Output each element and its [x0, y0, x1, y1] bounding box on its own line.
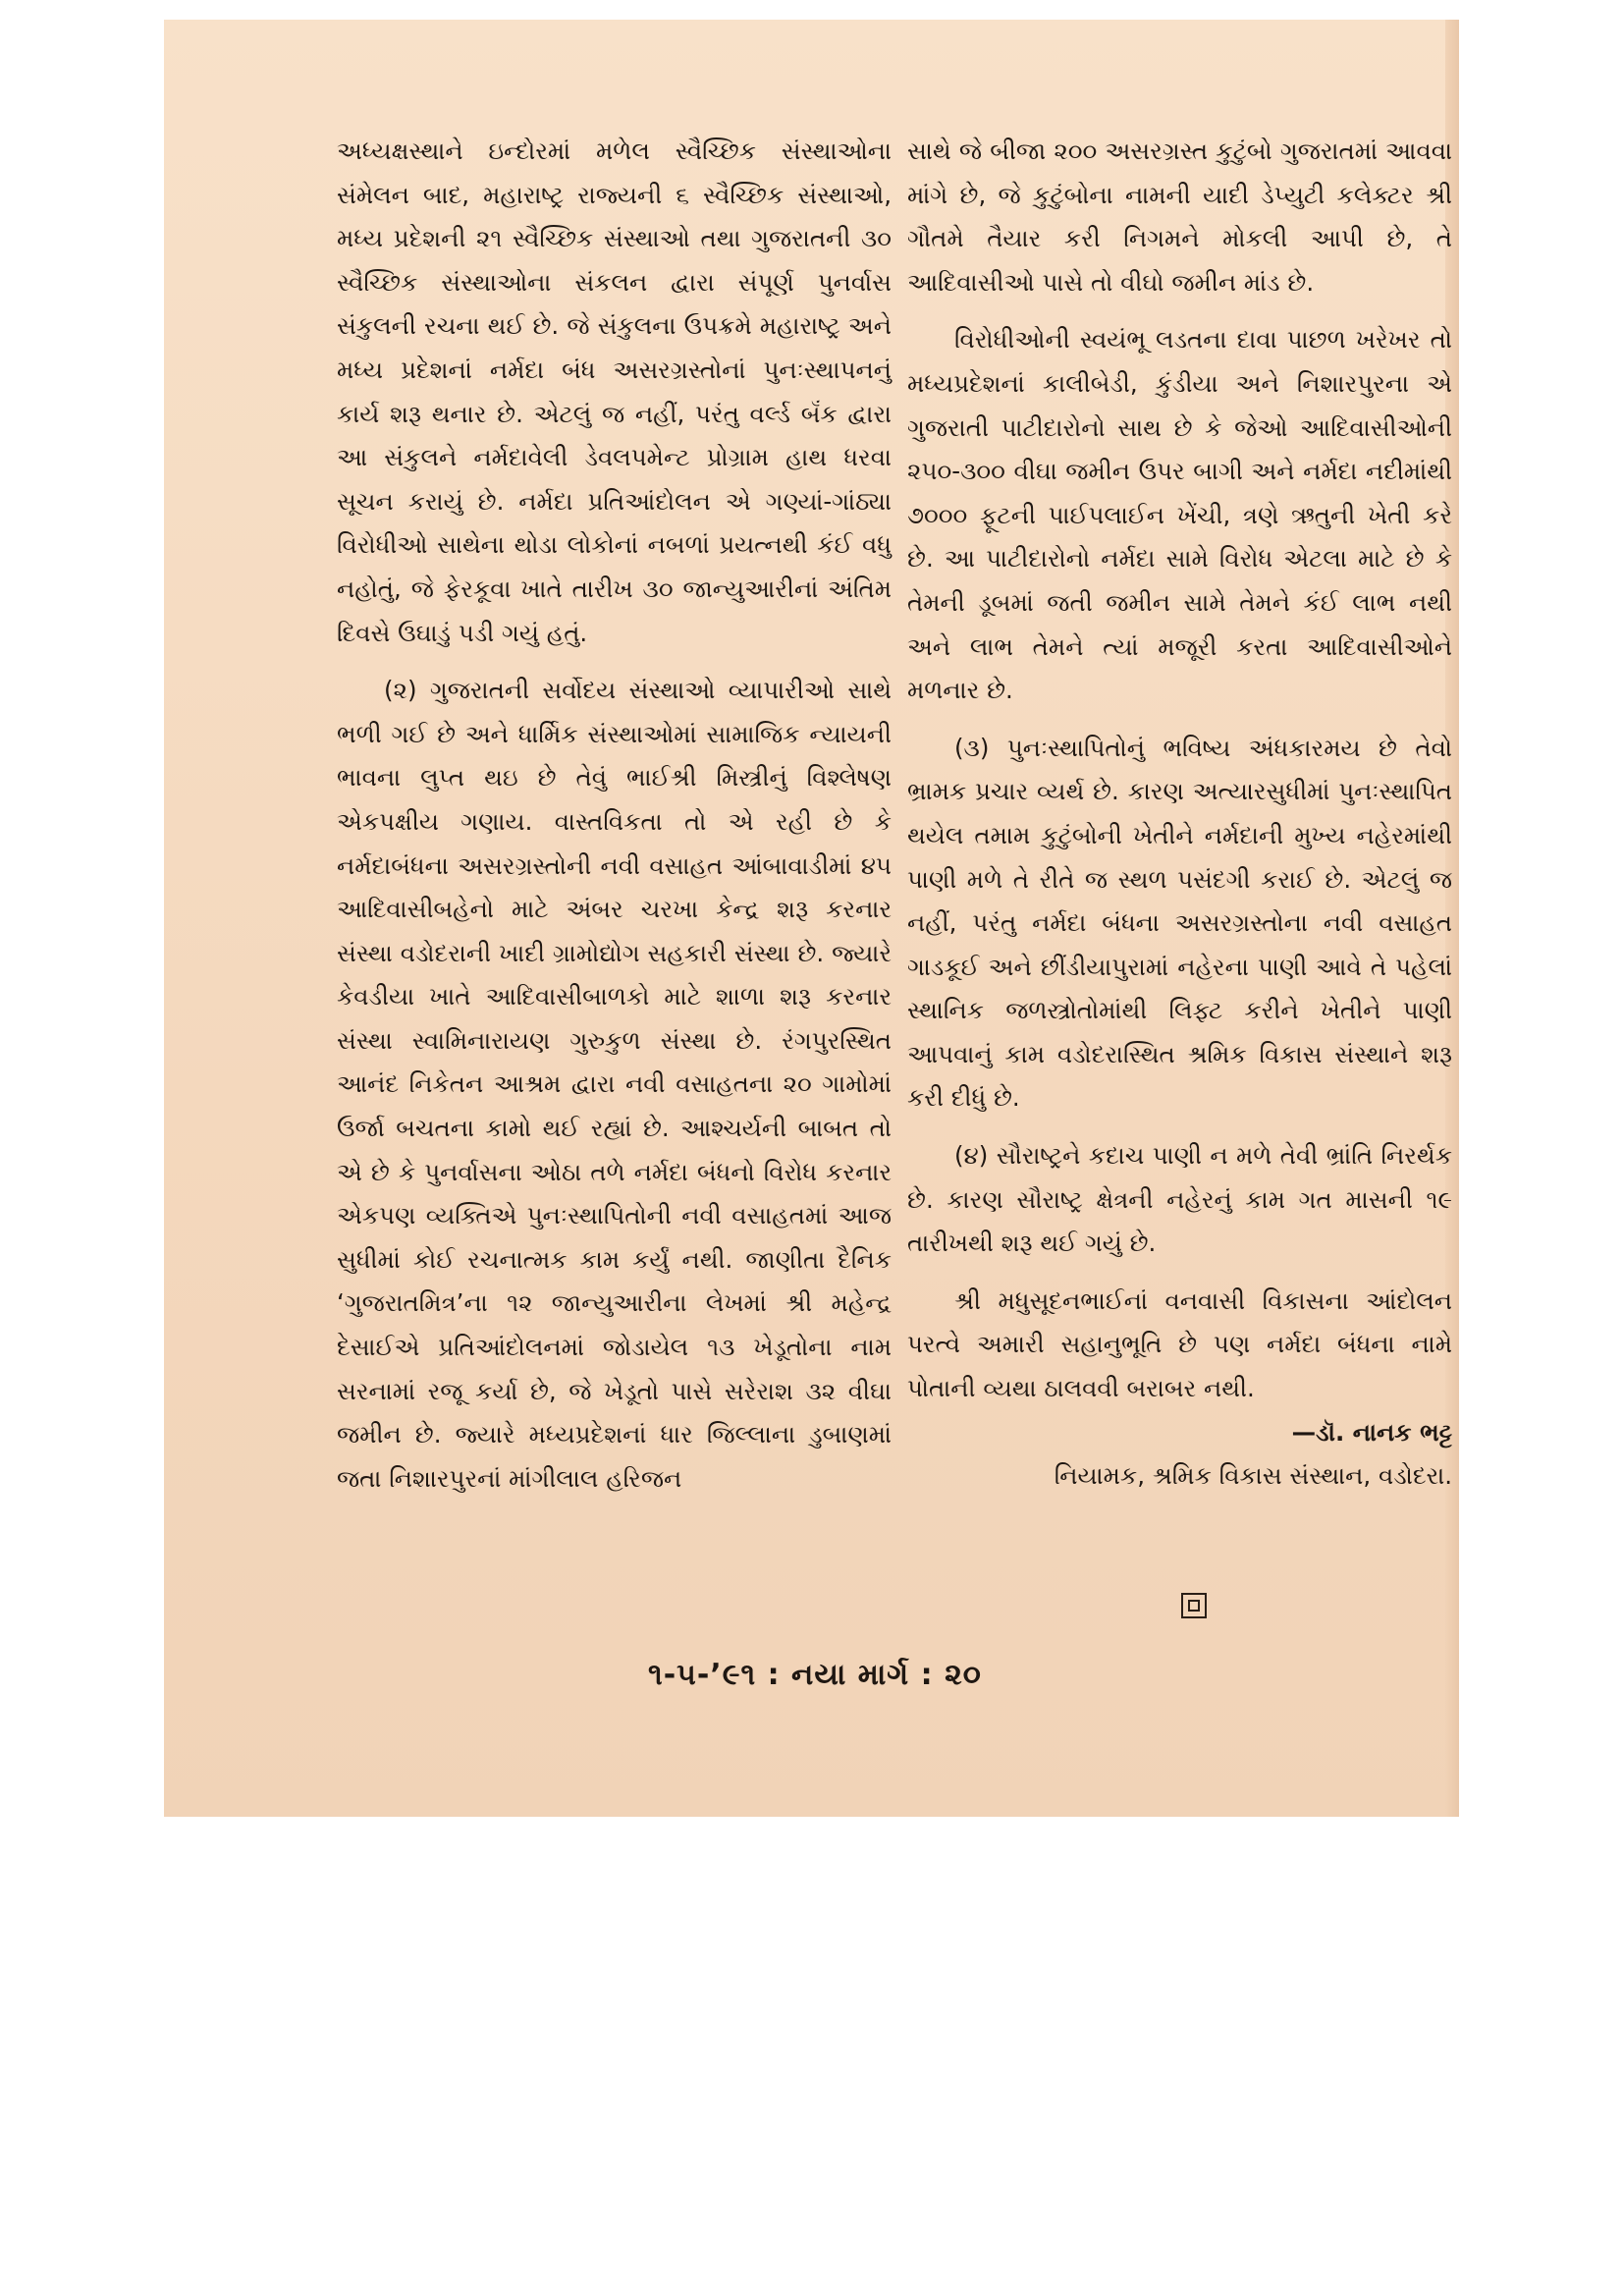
- author-affiliation: નિયામક, શ્રમિક વિકાસ સંસ્થાન, વડોદરા.: [1054, 1461, 1452, 1491]
- left-paragraph-1: અધ્યક્ષસ્થાને ઇન્દોરમાં મળેલ સ્વૈચ્છિક સંસ્થાઓના સંમેલન બાદ, મહારાષ્ટ્ર રાજ્યની ૬ સ્વૈચ્છિક સંસ્થાઓ, મધ્ય પ્રદેશની ૨૧ સ્વૈચ્છિક સંસ્થાઓ તથા ગુજરાતની ૩૦ સ્વૈચ્છિક સંસ્થાઓના સંકલન દ્વારા સંપૂર્ણ પુનર્વાસ સંકુલની રચના થઈ છે. જે સંકુલના ઉપક્રમે મહારાષ્ટ્ર અને મધ્ય પ્રદેશનાં નર્મદા બંધ અસરગ્રસ્તોનાં પુનઃસ્થાપનનું કાર્ય શરૂ થનાર છે. એટલું જ નહીં, પરંતુ વર્લ્ડ બૅંક દ્વારા આ સંકુલને નર્મદાવેલી ડેવલપમેન્ટ પ્રોગ્રામ હાથ ધરવા સૂચન કરાયું છે. નર્મદા પ્રતિઆંદોલન એ ગણ્યાં-ગાંઠ્યા વિરોધીઓ સાથેના થોડા લોકોનાં નબળાં પ્રયત્નથી કંઈ વધુ નહોતું, જે ફેરકૂવા ખાતે તારીખ ૩૦ જાન્યુઆરીનાં અંતિમ દિવસે ઉઘાડું પડી ગયું હતું.: [337, 137, 892, 647]
- right-column: [907, 130, 1452, 1499]
- right-paragraph-2: વિરોધીઓની સ્વયંભૂ લડતના દાવા પાછળ ખરેખર તો મધ્યપ્રદેશનાં કાલીબેડી, કુંડીયા અને નિશારપુરના એ ગુજરાતી પાટીદારોનો સાથ છે કે જેઓ આદિવાસીઓની ૨૫૦-૩૦૦ વીઘા જમીન ઉપર બાગી અને નર્મદા નદીમાંથી ૭૦૦૦ ફૂટની પાઈપલાઈન ખેંચી, ત્રણે ઋતુની ખેતી કરે છે. આ પાટીદારોનો નર્મદા સામે વિરોધ એટલા માટે છે કે તેમની ડૂબમાં જતી જમીન સામે તેમને કંઈ લાભ નથી અને લાભ તેમને ત્યાં મજૂરી કરતા આદિવાસીઓને મળનાર છે.: [907, 325, 1452, 705]
- right-paragraph-4: (૪) સૌરાષ્ટ્રને કદાચ પાણી ન મળે તેવી ભ્રાંતિ નિરર્થક છે. કારણ સૌરાષ્ટ્ર ક્ષેત્રની નહેરનું કામ ગત માસની ૧૯ તારીખથી શરૂ થઈ ગયું છે.: [907, 1141, 1452, 1258]
- author-signature: —ડૉ. નાનક ભટ્ટ: [1291, 1417, 1452, 1447]
- right-paragraph-5: શ્રી મધુસૂદનભાઈનાં વનવાસી વિકાસના આંદોલન પરત્વે અમારી સહાનુભૂતિ છે પણ નર્મદા બંધના નામે પોતાની વ્યથા ઠાલવવી બરાબર નથી.: [907, 1285, 1452, 1403]
- left-column: [337, 130, 892, 1501]
- right-paragraph-1: સાથે જે બીજા ૨૦૦ અસરગ્રસ્ત કુટુંબો ગુજરાતમાં આવવા માંગે છે, જે કુટુંબોના નામની યાદી ડેપ્યુટી કલેક્ટર શ્રી ગૌતમે તૈયાર કરી નિગમને મોકલી આપી છે, તે આદિવાસીઓ પાસે તો વીઘો જમીન માંડ છે.: [907, 137, 1452, 297]
- footer-issue-page: ૧-૫-’૯૧ : નયા માર્ગ : ૨૦: [648, 1658, 982, 1692]
- left-paragraph-2: (૨) ગુજરાતની સર્વોદય સંસ્થાઓ વ્યાપારીઓ સાથે ભળી ગઈ છે અને ધાર્મિક સંસ્થાઓમાં સામાજિક ન્યાયની ભાવના લુપ્ત થઇ છે તેવું ભાઈશ્રી મિસ્ત્રીનું વિશ્લેષણ એકપક્ષીય ગણાય. વાસ્તવિકતા તો એ રહી છે કે નર્મદાબંધના અસરગ્રસ્તોની નવી વસાહત આંબાવાડીમાં ૪૫ આદિવાસીબહેનો માટે અંબર ચરખા કેન્દ્ર શરૂ કરનાર સંસ્થા વડોદરાની ખાદી ગ્રામોદ્યોગ સહકારી સંસ્થા છે. જ્યારે કેવડીયા ખાતે આદિવાસીબાળકો માટે શાળા શરૂ કરનાર સંસ્થા સ્વામિનારાયણ ગુરુકુળ સંસ્થા છે. રંગપુરસ્થિત આનંદ નિકેતન આશ્રમ દ્વારા નવી વસાહતના ૨૦ ગામોમાં ઉર્જા બચતના કામો થઈ રહ્યાં છે. આશ્ચર્યની બાબત તો એ છે કે પુનર્વાસના ઓઠા તળે નર્મદા બંધનો વિરોધ કરનાર એકપણ વ્યક્તિએ પુનઃસ્થાપિતોની નવી વસાહતમાં આજ સુધીમાં કોઈ રચનાત્મક કામ કર્યું નથી. જાણીતા દૈનિક ‘ગુજરાતમિત્ર’ના ૧૨ જાન્યુઆરીના લેખમાં શ્રી મહેન્દ્ર દેસાઈએ પ્રતિઆંદોલનમાં જોડાયેલ ૧૩ ખેડૂતોના નામ સરનામાં રજૂ કર્યા છે, જે ખેડૂતો પાસે સરેરાશ ૩૨ વીઘા જમીન છે. જ્યારે મધ્યપ્રદેશનાં ધાર જિલ્લાના ડુબાણમાં જતા નિશારપુરનાં માંગીલાલ હરિજન: [337, 676, 892, 1493]
- end-of-article-icon: [1181, 1593, 1207, 1618]
- right-paragraph-3: (૩) પુનઃસ્થાપિતોનું ભવિષ્ય અંધકારમય છે તેવો ભ્રામક પ્રચાર વ્યર્થ છે. કારણ અત્યારસુધીમાં પુનઃસ્થાપિત થયેલ તમામ કુટુંબોની ખેતીને નર્મદાની મુખ્ય નહેરમાંથી પાણી મળે તે રીતે જ સ્થળ પસંદગી કરાઈ છે. એટલું જ નહીં, પરંતુ નર્મદા બંધના અસરગ્રસ્તોના નવી વસાહત ગાડકૂઈ અને છીંડીયાપુરામાં નહેરના પાણી આવે તે પહેલાં સ્થાનિક જળસ્ત્રોતોમાંથી લિફ્ટ કરીને ખેતીને પાણી આપવાનું કામ વડોદરાસ્થિત શ્રમિક વિકાસ સંસ્થાને શરૂ કરી દીધું છે.: [907, 733, 1452, 1113]
